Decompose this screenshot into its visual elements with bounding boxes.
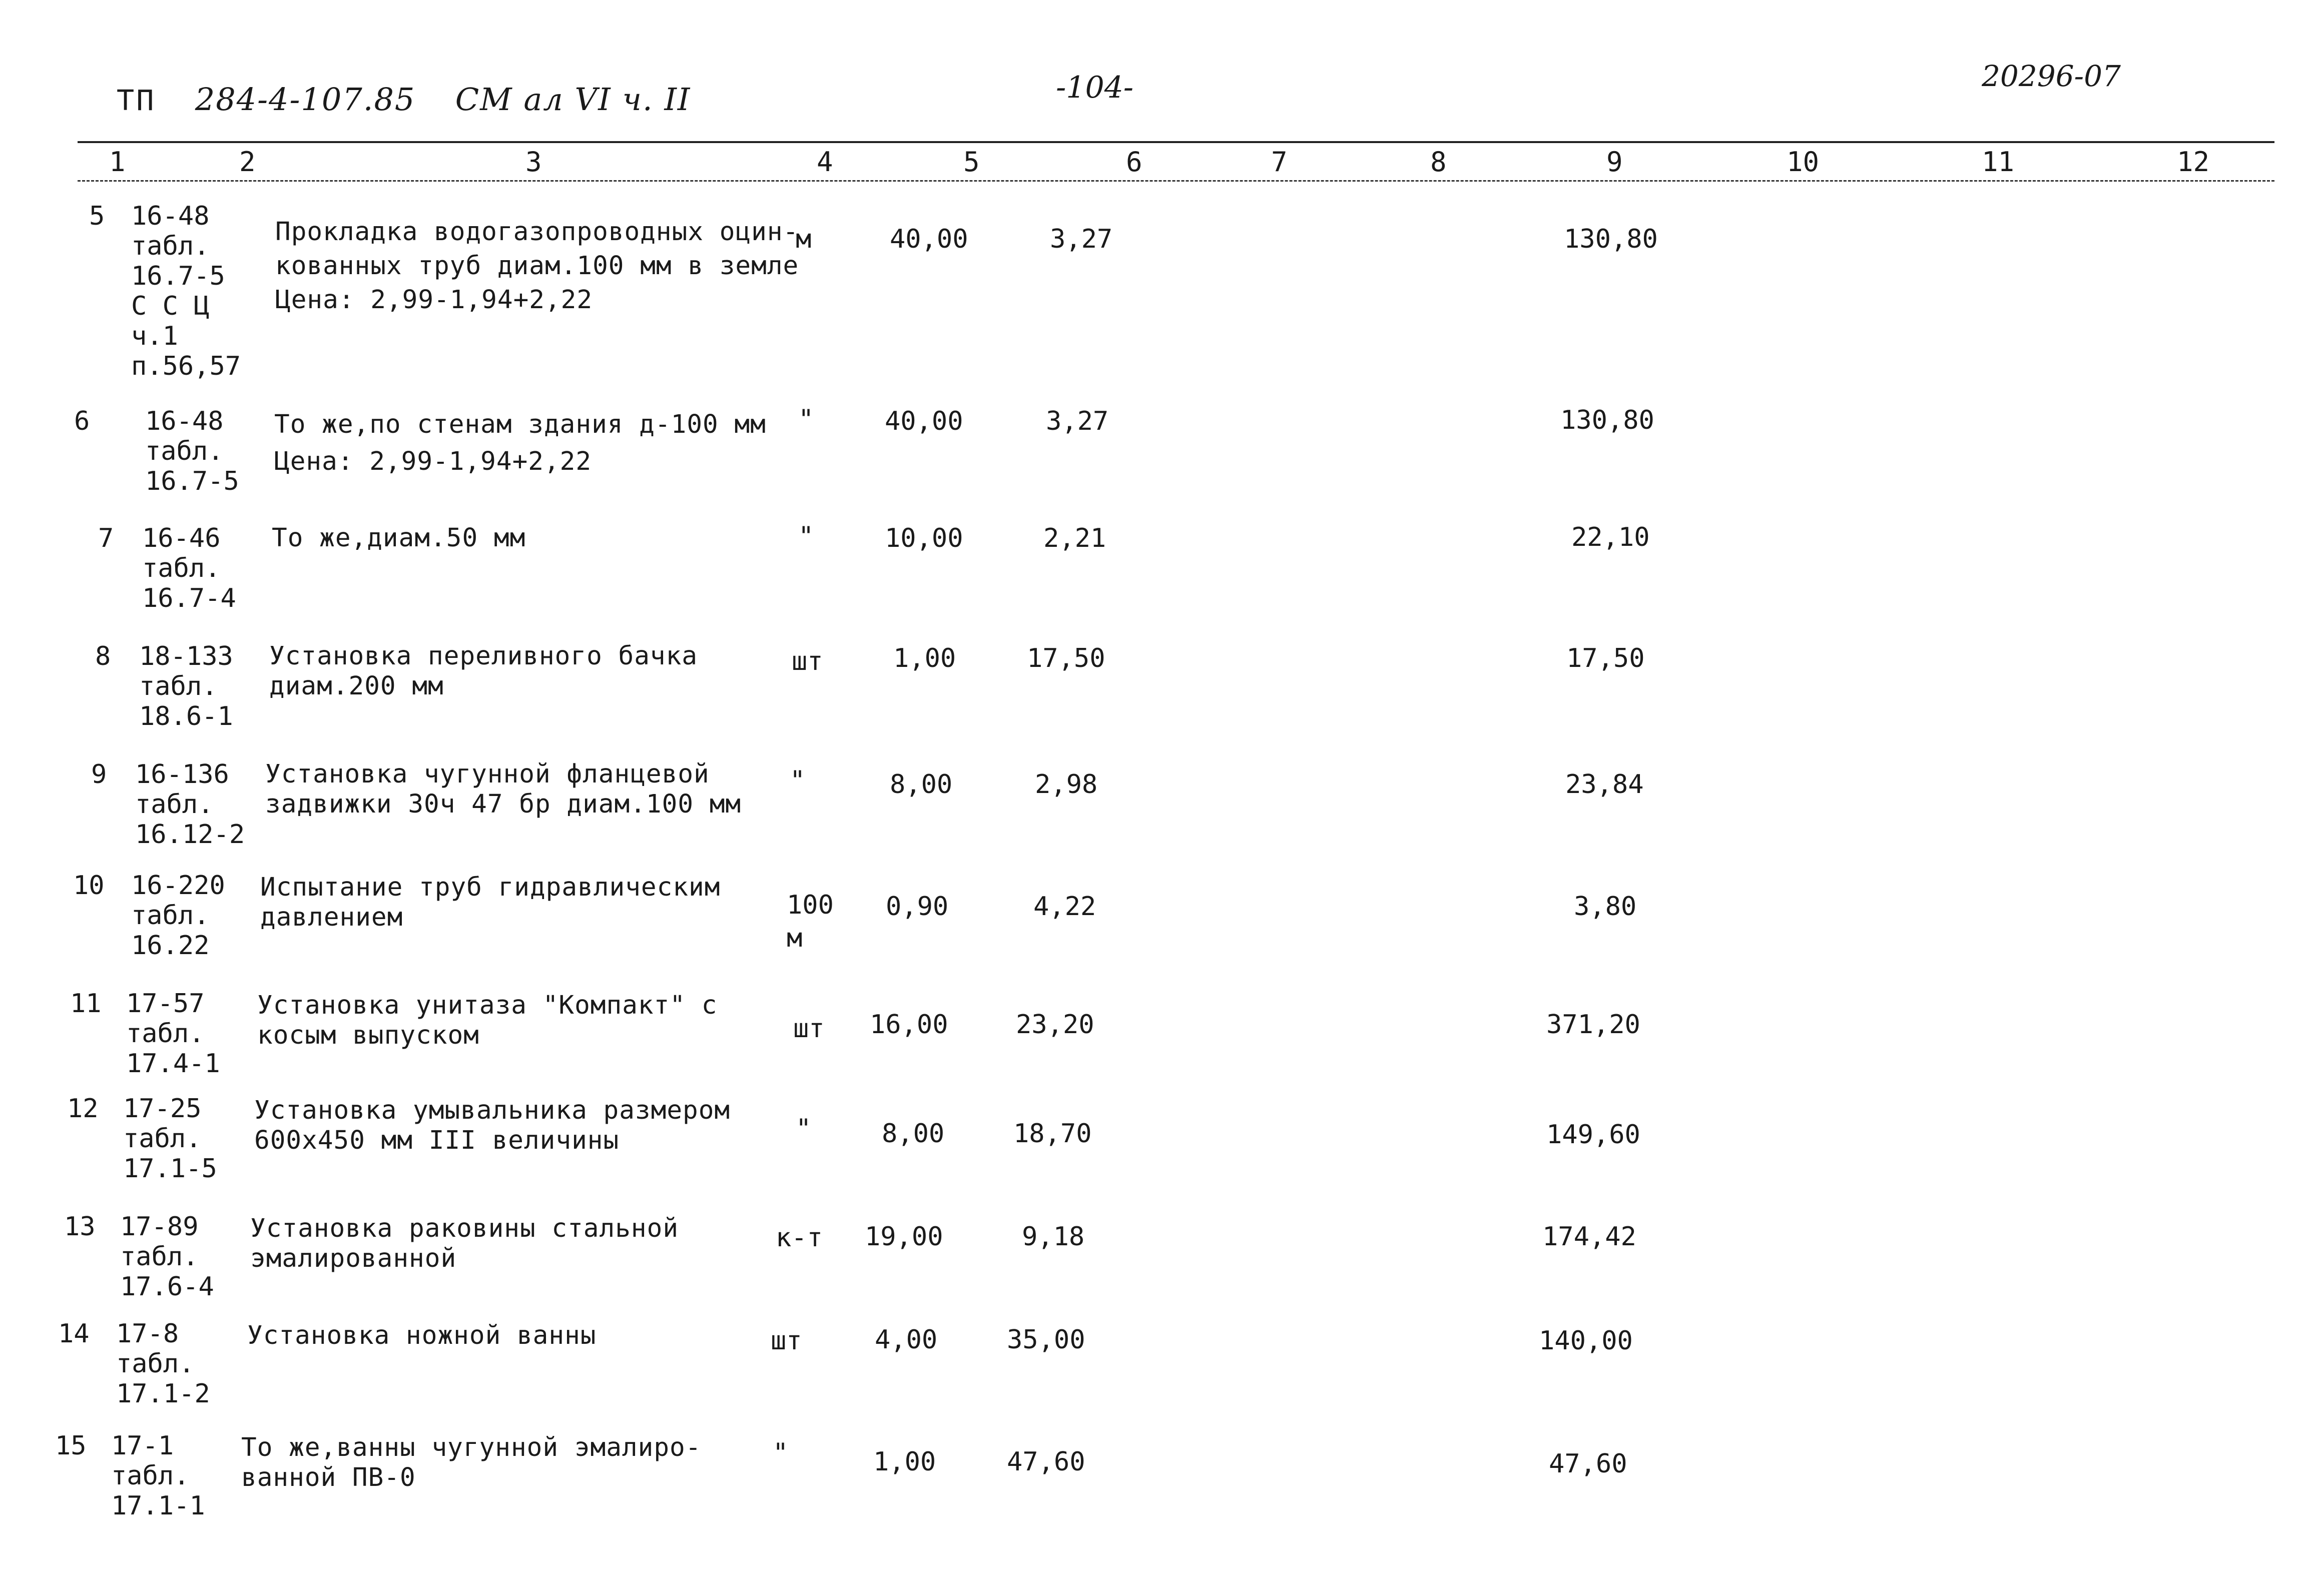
description-line: Установка раковины стальной <box>250 1214 679 1243</box>
price-code <box>123 1094 217 1184</box>
price-code-line: 17-25 <box>123 1094 202 1124</box>
quantity: 40,00 <box>890 224 968 254</box>
price-code-line: 17-89 <box>120 1212 199 1242</box>
price-code-line: 16-136 <box>135 759 229 789</box>
price-code-line: 16-220 <box>131 871 225 901</box>
price-code-line: табл. <box>131 901 210 931</box>
description-line: То же,ванны чугунной эмалиро- <box>241 1433 702 1462</box>
work-description: То же,диам.50 мм <box>272 523 526 553</box>
work-description <box>275 215 799 317</box>
total-cost: 130,80 <box>1560 405 1654 435</box>
description-line: Испытание труб гидравлическим <box>260 873 721 902</box>
unit: " <box>773 1438 789 1468</box>
doc-section: СМ ал VI ч. II <box>455 81 691 118</box>
quantity: 16,00 <box>870 1010 948 1040</box>
row-number: 5 <box>89 201 105 231</box>
price-code-line: 17.6-4 <box>120 1272 214 1302</box>
row-number: 15 <box>55 1431 87 1461</box>
row-number: 13 <box>64 1212 96 1242</box>
inventory-number: 20296-07 <box>1982 59 2121 93</box>
price-code <box>111 1431 205 1521</box>
row-number: 12 <box>67 1094 99 1124</box>
description-line: Установка умывальника размером <box>254 1096 731 1125</box>
work-description <box>250 1214 679 1274</box>
price-code <box>142 523 236 613</box>
unit-price: 2,21 <box>1043 523 1106 553</box>
quantity: 8,00 <box>890 769 953 800</box>
price-code <box>139 641 233 731</box>
unit: 100 м <box>787 890 834 953</box>
unit-price: 18,70 <box>1013 1119 1092 1149</box>
description-line: Установка переливного бачка <box>269 641 698 671</box>
quantity: 4,00 <box>875 1325 938 1355</box>
description-line: эмалированной <box>250 1244 457 1273</box>
unit-price: 47,60 <box>1007 1447 1085 1477</box>
total-cost: 174,42 <box>1542 1222 1636 1252</box>
unit-price: 35,00 <box>1007 1325 1085 1355</box>
document-code <box>116 81 691 120</box>
price-code-line: 17.1-1 <box>111 1491 205 1521</box>
col-header-12: 12 <box>2177 146 2210 178</box>
total-cost: 3,80 <box>1574 892 1637 922</box>
unit: " <box>798 404 814 434</box>
col-header-1: 1 <box>109 146 126 178</box>
work-description <box>257 991 717 1051</box>
unit-price: 3,27 <box>1050 224 1113 254</box>
unit-price: 23,20 <box>1016 1010 1094 1040</box>
price-code-line: табл. <box>131 231 210 261</box>
work-description <box>265 759 741 820</box>
row-number: 10 <box>73 871 105 901</box>
price-code-line: 17.1-5 <box>123 1154 217 1184</box>
unit: шт <box>793 1014 825 1044</box>
work-description <box>274 406 766 480</box>
description-line: Установка чугунной фланцевой <box>265 759 710 789</box>
quantity: 1,00 <box>873 1447 936 1477</box>
description-line: Установка унитаза "Компакт" с <box>257 991 718 1020</box>
page-number: -104- <box>1056 70 1134 105</box>
total-cost: 47,60 <box>1549 1449 1627 1479</box>
price-code-line: ч.1 <box>131 321 178 351</box>
description-line: диам.200 мм <box>269 671 444 701</box>
description-line: 600х450 мм III величины <box>254 1126 620 1155</box>
price-code-line: табл. <box>126 1019 205 1049</box>
price-code-line: 16-48 <box>145 406 224 436</box>
header-rule-top <box>78 141 2274 143</box>
price-code-line: 16.7-5 <box>145 466 239 496</box>
price-code-line: табл. <box>139 671 218 701</box>
total-cost: 371,20 <box>1546 1010 1640 1040</box>
row-number: 14 <box>58 1319 90 1349</box>
work-description <box>260 873 720 933</box>
price-code <box>135 759 245 850</box>
total-cost: 140,00 <box>1539 1326 1633 1356</box>
row-number: 6 <box>74 406 90 436</box>
price-code-line: 16.22 <box>131 931 210 961</box>
price-code-line: 16.7-5 <box>131 261 225 291</box>
unit-price: 9,18 <box>1022 1222 1085 1252</box>
col-header-10: 10 <box>1787 146 1820 178</box>
doc-code: 284-4-107.85 <box>195 81 416 118</box>
col-header-5: 5 <box>963 146 980 178</box>
description-line: То же,по стенам здания д-100 мм <box>274 410 766 439</box>
row-number: 7 <box>98 523 114 553</box>
price-code-line: п.56,57 <box>131 351 241 381</box>
row-number: 8 <box>95 641 111 671</box>
unit-price: 2,98 <box>1035 769 1098 800</box>
work-description <box>269 641 698 701</box>
quantity: 10,00 <box>885 523 963 553</box>
unit-price: 3,27 <box>1046 406 1109 436</box>
row-number: 11 <box>70 989 102 1019</box>
price-code <box>116 1319 210 1409</box>
col-header-6: 6 <box>1126 146 1142 178</box>
price-code <box>126 989 220 1079</box>
description-line: задвижки 30ч 47 бр диам.100 мм <box>265 789 742 819</box>
total-cost: 149,60 <box>1546 1120 1640 1150</box>
quantity: 8,00 <box>882 1119 945 1149</box>
price-code-line: 16-46 <box>142 523 221 553</box>
unit: шт <box>771 1326 802 1356</box>
price-code-line: 17.4-1 <box>126 1049 220 1079</box>
unit: шт <box>792 646 823 676</box>
description-line: давлением <box>260 903 403 932</box>
work-description <box>254 1096 730 1156</box>
work-description <box>241 1433 701 1493</box>
unit-price: 17,50 <box>1027 643 1105 673</box>
col-header-2: 2 <box>239 146 256 178</box>
price-code-line: табл. <box>120 1242 199 1272</box>
description-line: кованных труб диам.100 мм в земле <box>275 251 799 281</box>
unit: " <box>798 521 814 551</box>
price-code-line: табл. <box>142 553 221 583</box>
price-code-line: 17-57 <box>126 989 205 1019</box>
price-code <box>145 406 239 496</box>
total-cost: 17,50 <box>1566 643 1645 673</box>
quantity: 1,00 <box>893 643 956 673</box>
price-code-line: 16-48 <box>131 201 210 231</box>
description-line: Прокладка водогазопроводных оцин- <box>275 217 799 247</box>
col-header-7: 7 <box>1271 146 1288 178</box>
quantity: 0,90 <box>886 892 949 922</box>
header-rule-bottom <box>78 180 2274 182</box>
price-code-line: табл. <box>123 1124 202 1154</box>
price-code-line: 17-8 <box>116 1319 179 1349</box>
quantity: 40,00 <box>885 406 963 436</box>
unit: " <box>790 765 806 795</box>
total-cost: 130,80 <box>1564 224 1658 254</box>
price-code-line: табл. <box>111 1461 190 1491</box>
price-code <box>120 1212 214 1302</box>
col-header-4: 4 <box>817 146 833 178</box>
col-header-3: 3 <box>525 146 542 178</box>
description-line: косым выпуском <box>257 1021 479 1050</box>
quantity: 19,00 <box>865 1222 943 1252</box>
price-code <box>131 871 225 961</box>
price-code-line: табл. <box>135 789 214 820</box>
col-header-8: 8 <box>1430 146 1447 178</box>
price-code-line: 17-1 <box>111 1431 174 1461</box>
unit: м <box>796 224 812 254</box>
total-cost: 23,84 <box>1565 769 1644 800</box>
price-code-line: 16.12-2 <box>135 820 245 850</box>
price-code <box>131 201 241 381</box>
price-code-line: 18.6-1 <box>139 701 233 731</box>
total-cost: 22,10 <box>1571 522 1650 552</box>
row-number: 9 <box>91 759 107 789</box>
unit-price: 4,22 <box>1033 892 1096 922</box>
description-line: ванной ПВ-0 <box>241 1463 416 1492</box>
description-line: Цена: 2,99-1,94+2,22 <box>275 285 593 315</box>
unit: к-т <box>776 1223 823 1253</box>
price-code-line: 17.1-2 <box>116 1379 210 1409</box>
work-description: Установка ножной ванны <box>247 1321 597 1350</box>
col-header-9: 9 <box>1606 146 1623 178</box>
doc-prefix: ТП <box>116 84 156 120</box>
price-code-line: табл. <box>145 436 224 466</box>
price-code-line: 18-133 <box>139 641 233 671</box>
price-code-line: табл. <box>116 1349 195 1379</box>
col-header-11: 11 <box>1982 146 2015 178</box>
unit: " <box>796 1114 812 1144</box>
price-code-line: 16.7-4 <box>142 583 236 613</box>
description-line: Цена: 2,99-1,94+2,22 <box>274 447 592 476</box>
price-code-line: С С Ц <box>131 291 210 321</box>
